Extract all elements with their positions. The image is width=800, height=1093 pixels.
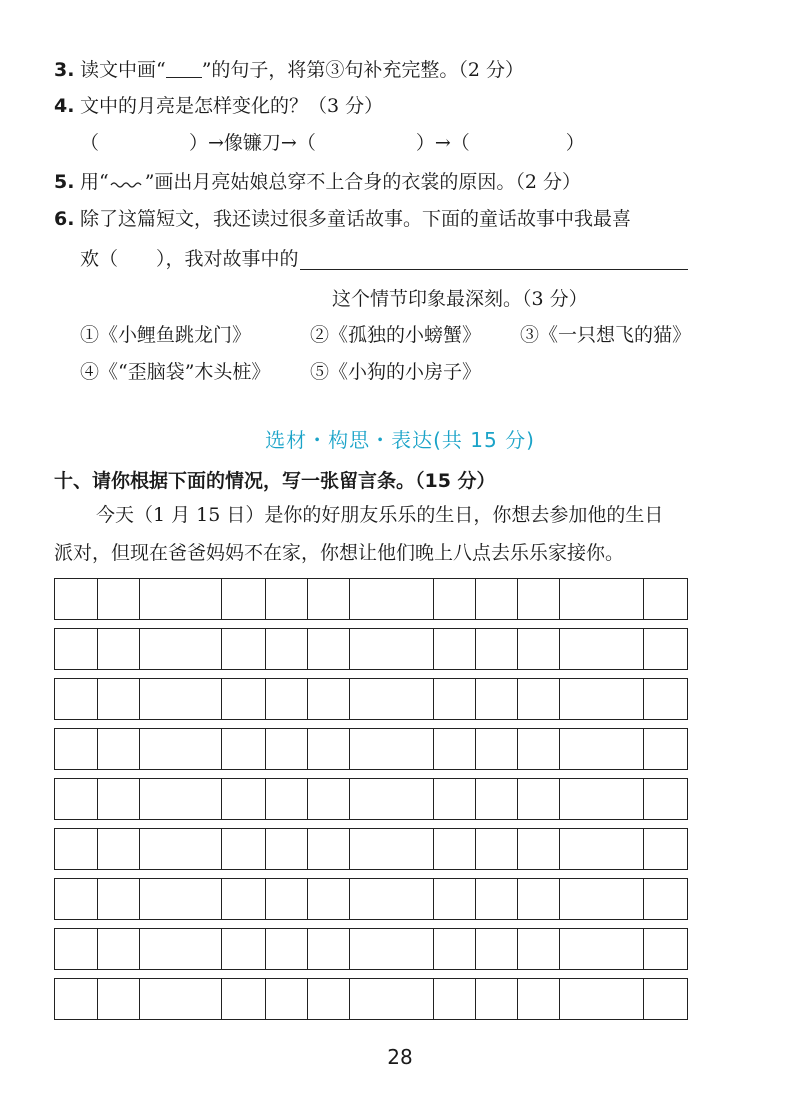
grid-divider bbox=[517, 879, 518, 919]
grid-divider bbox=[307, 629, 308, 669]
grid-divider bbox=[349, 579, 350, 619]
grid-divider bbox=[517, 829, 518, 869]
grid-divider bbox=[97, 579, 98, 619]
option-4[interactable]: ④《“歪脑袋”木头桩》 bbox=[80, 361, 271, 383]
grid-row[interactable] bbox=[54, 978, 688, 1020]
grid-divider bbox=[265, 629, 266, 669]
option-5[interactable]: ⑤《小狗的小房子》 bbox=[310, 361, 482, 383]
grid-divider bbox=[643, 579, 644, 619]
grid-divider bbox=[475, 979, 476, 1019]
grid-divider bbox=[475, 729, 476, 769]
grid-divider bbox=[349, 929, 350, 969]
grid-divider bbox=[643, 829, 644, 869]
grid-divider bbox=[349, 879, 350, 919]
grid-divider bbox=[433, 879, 434, 919]
grid-divider bbox=[265, 929, 266, 969]
grid-divider bbox=[433, 929, 434, 969]
grid-divider bbox=[517, 729, 518, 769]
grid-divider bbox=[643, 629, 644, 669]
grid-divider bbox=[433, 629, 434, 669]
grid-divider bbox=[349, 729, 350, 769]
grid-divider bbox=[139, 629, 140, 669]
grid-divider bbox=[307, 979, 308, 1019]
grid-divider bbox=[221, 829, 222, 869]
question-6: 6. 除了这篇短文，我还读过很多童话故事。下面的童话故事中我最喜 bbox=[54, 208, 632, 230]
grid-divider bbox=[139, 879, 140, 919]
grid-divider bbox=[97, 929, 98, 969]
grid-divider bbox=[97, 979, 98, 1019]
grid-divider bbox=[349, 829, 350, 869]
grid-divider bbox=[97, 879, 98, 919]
grid-divider bbox=[307, 929, 308, 969]
grid-divider bbox=[307, 879, 308, 919]
grid-divider bbox=[517, 929, 518, 969]
grid-divider bbox=[221, 729, 222, 769]
question-6-line-2: 欢（ ），我对故事中的 bbox=[80, 248, 299, 270]
grid-divider bbox=[517, 679, 518, 719]
prompt-line-2: 派对，但现在爸爸妈妈不在家，你想让他们晚上八点去乐乐家接你。 bbox=[54, 542, 625, 564]
grid-divider bbox=[307, 729, 308, 769]
grid-divider bbox=[139, 779, 140, 819]
grid-divider bbox=[221, 629, 222, 669]
grid-divider bbox=[97, 729, 98, 769]
grid-divider bbox=[517, 629, 518, 669]
grid-divider bbox=[97, 629, 98, 669]
grid-divider bbox=[559, 879, 560, 919]
grid-divider bbox=[475, 879, 476, 919]
grid-divider bbox=[139, 679, 140, 719]
grid-divider bbox=[643, 929, 644, 969]
grid-divider bbox=[221, 979, 222, 1019]
question-4-answer-chain: （ ）→像镰刀→（ ）→（ ） bbox=[80, 132, 585, 154]
grid-divider bbox=[139, 579, 140, 619]
grid-divider bbox=[475, 779, 476, 819]
grid-divider bbox=[475, 579, 476, 619]
question-number: 6. bbox=[54, 208, 75, 230]
grid-divider bbox=[265, 979, 266, 1019]
grid-divider bbox=[265, 729, 266, 769]
grid-divider bbox=[139, 729, 140, 769]
grid-divider bbox=[349, 779, 350, 819]
grid-row[interactable] bbox=[54, 828, 688, 870]
grid-divider bbox=[517, 579, 518, 619]
grid-divider bbox=[97, 679, 98, 719]
grid-divider bbox=[643, 879, 644, 919]
grid-divider bbox=[559, 579, 560, 619]
grid-divider bbox=[433, 579, 434, 619]
question-4: 4. 文中的月亮是怎样变化的？（3 分） bbox=[54, 95, 384, 117]
grid-divider bbox=[221, 779, 222, 819]
grid-divider bbox=[433, 829, 434, 869]
grid-divider bbox=[517, 979, 518, 1019]
grid-divider bbox=[221, 579, 222, 619]
grid-divider bbox=[475, 629, 476, 669]
option-3[interactable]: ③《一只想飞的猫》 bbox=[520, 324, 692, 346]
grid-row[interactable] bbox=[54, 628, 688, 670]
question-number: 4. bbox=[54, 95, 75, 117]
grid-divider bbox=[97, 779, 98, 819]
grid-divider bbox=[265, 579, 266, 619]
wavy-underline-icon bbox=[109, 180, 145, 190]
grid-divider bbox=[433, 979, 434, 1019]
grid-divider bbox=[559, 829, 560, 869]
prompt-line-1: 今天（1 月 15 日）是你的好朋友乐乐的生日，你想去参加他的生日 bbox=[96, 504, 664, 526]
grid-divider bbox=[265, 679, 266, 719]
grid-divider bbox=[307, 779, 308, 819]
grid-divider bbox=[559, 729, 560, 769]
grid-divider bbox=[643, 679, 644, 719]
grid-divider bbox=[221, 879, 222, 919]
grid-divider bbox=[559, 929, 560, 969]
grid-divider bbox=[307, 579, 308, 619]
grid-divider bbox=[475, 929, 476, 969]
grid-row[interactable] bbox=[54, 778, 688, 820]
grid-divider bbox=[265, 879, 266, 919]
question-number: 3. bbox=[54, 59, 75, 81]
grid-divider bbox=[221, 679, 222, 719]
underline-marker bbox=[166, 59, 202, 78]
option-2[interactable]: ②《孤独的小螃蟹》 bbox=[310, 324, 482, 346]
grid-divider bbox=[559, 979, 560, 1019]
grid-divider bbox=[265, 829, 266, 869]
grid-row[interactable] bbox=[54, 928, 688, 970]
grid-divider bbox=[559, 679, 560, 719]
grid-row[interactable] bbox=[54, 678, 688, 720]
grid-divider bbox=[221, 929, 222, 969]
question-6-line-3: 这个情节印象最深刻。（3 分） bbox=[332, 288, 588, 310]
grid-divider bbox=[349, 679, 350, 719]
grid-row[interactable] bbox=[54, 728, 688, 770]
grid-divider bbox=[139, 929, 140, 969]
grid-divider bbox=[475, 679, 476, 719]
grid-divider bbox=[643, 779, 644, 819]
grid-divider bbox=[139, 979, 140, 1019]
question-5: 5. 用“ ”画出月亮姑娘总穿不上合身的衣裳的原因。（2 分） bbox=[54, 171, 582, 193]
grid-divider bbox=[643, 729, 644, 769]
grid-divider bbox=[265, 779, 266, 819]
grid-divider bbox=[307, 829, 308, 869]
grid-divider bbox=[559, 629, 560, 669]
writing-grid[interactable] bbox=[54, 578, 688, 1020]
grid-divider bbox=[643, 979, 644, 1019]
grid-divider bbox=[139, 829, 140, 869]
grid-divider bbox=[517, 779, 518, 819]
answer-line[interactable] bbox=[300, 269, 688, 270]
grid-row[interactable] bbox=[54, 878, 688, 920]
grid-divider bbox=[97, 829, 98, 869]
grid-divider bbox=[433, 679, 434, 719]
grid-divider bbox=[559, 779, 560, 819]
grid-row[interactable] bbox=[54, 578, 688, 620]
option-1[interactable]: ①《小鲤鱼跳龙门》 bbox=[80, 324, 252, 346]
grid-divider bbox=[433, 729, 434, 769]
grid-divider bbox=[349, 629, 350, 669]
grid-divider bbox=[475, 829, 476, 869]
grid-divider bbox=[349, 979, 350, 1019]
page-number: 28 bbox=[387, 1045, 413, 1069]
grid-divider bbox=[307, 679, 308, 719]
question-3: 3. 读文中画“ ”的句子，将第③句补充完整。（2 分） bbox=[54, 59, 525, 81]
question-number: 5. bbox=[54, 171, 75, 193]
grid-divider bbox=[433, 779, 434, 819]
question-10-title: 十、请你根据下面的情况，写一张留言条。（15 分） bbox=[54, 470, 496, 492]
section-title: 选材・构思・表达(共 15 分) bbox=[265, 428, 535, 452]
